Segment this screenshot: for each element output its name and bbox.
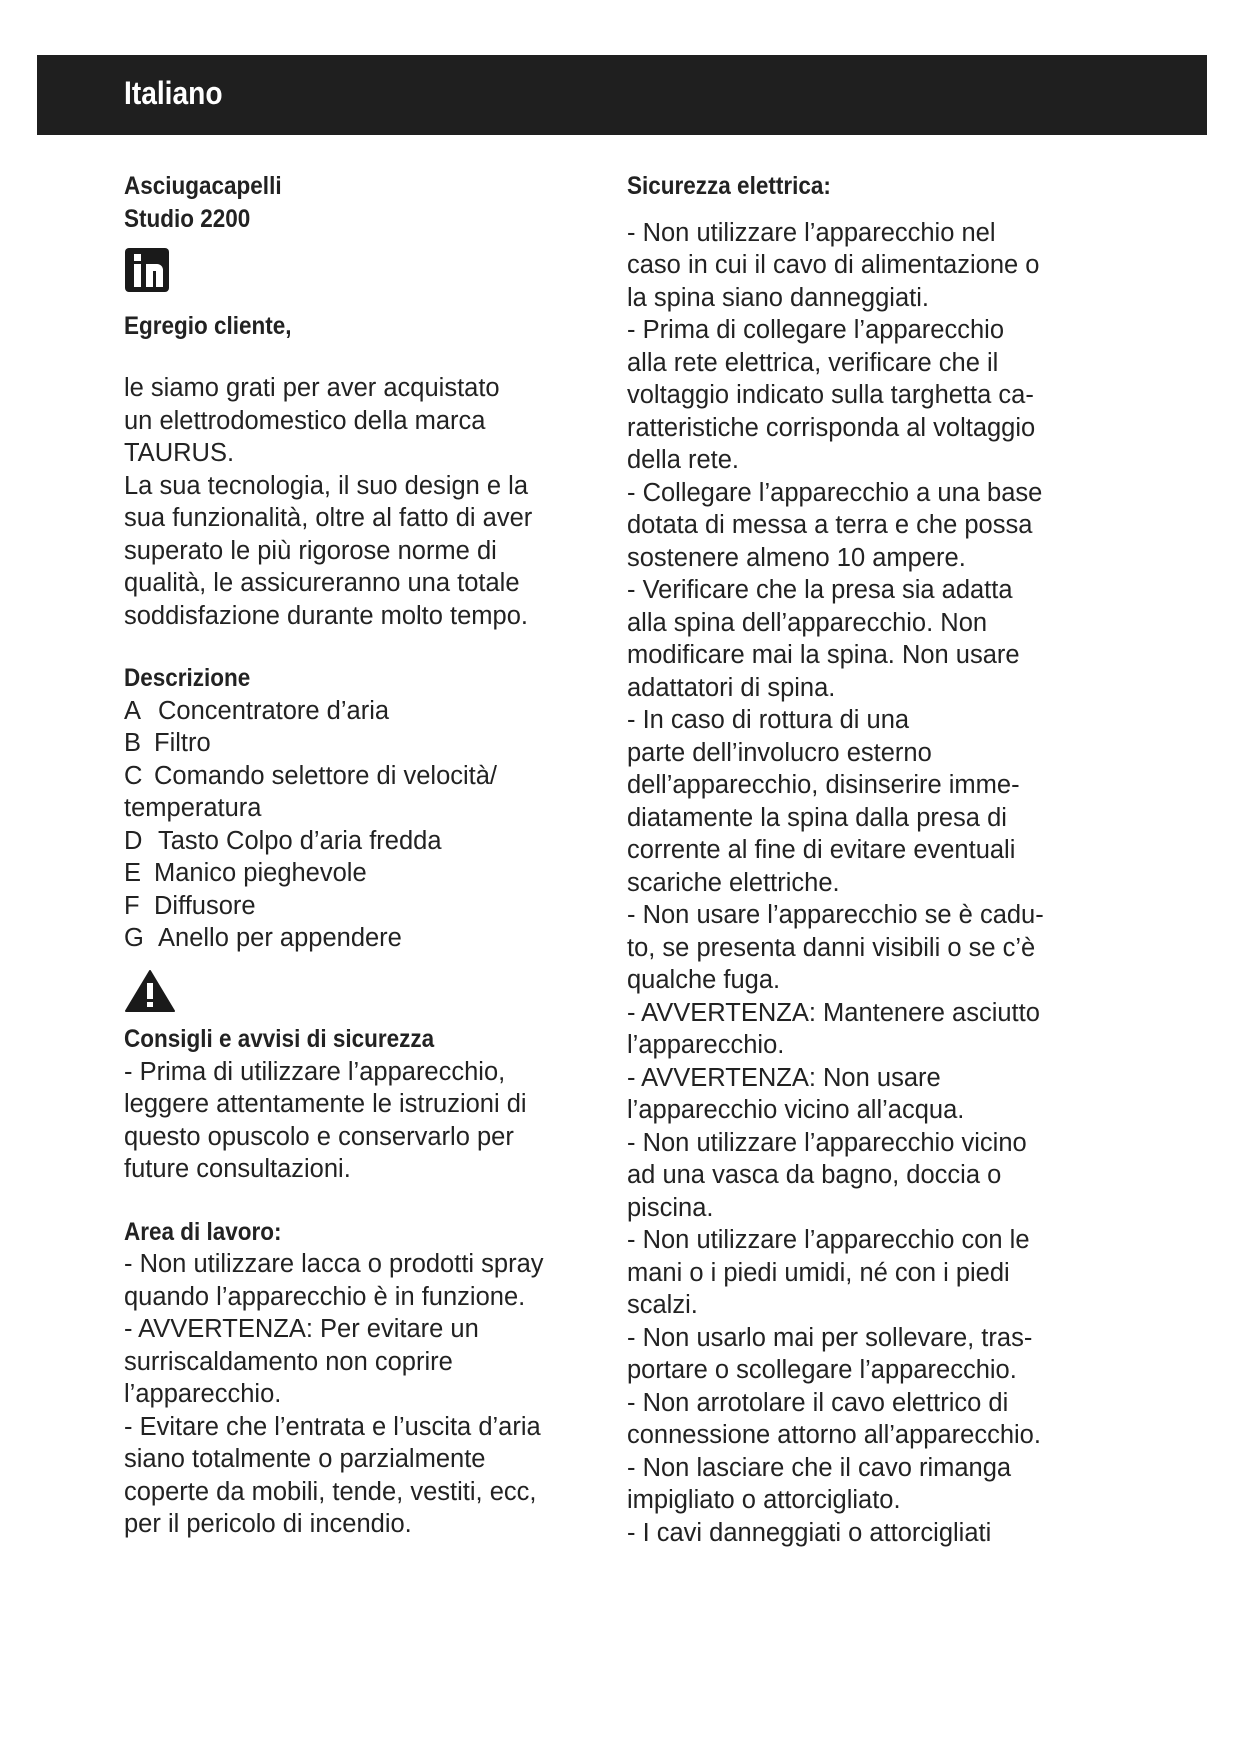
electrical-line: - Non lasciare che il cavo rimanga <box>627 1453 1012 1482</box>
electrical-line: - Verificare che la presa sia adatta <box>627 576 1013 604</box>
electrical-safety-paragraph <box>627 217 1087 1550</box>
work-area-heading: Area di lavoro: <box>124 1217 282 1246</box>
info-icon <box>124 247 599 302</box>
electrical-line: scalzi. <box>627 1291 698 1319</box>
electrical-line: diatamente la spina dalla presa di <box>627 803 1007 832</box>
work-area-line: - Evitare che l’entrata e l’uscita d’aria <box>124 1412 541 1441</box>
electrical-line: ratteristiche corrisponda al voltaggio <box>627 413 1036 442</box>
warning-icon <box>124 969 599 1022</box>
electrical-line: qualche fuga. <box>627 966 781 994</box>
electrical-line: - Non usarlo mai per sollevare, tras- <box>627 1323 1033 1352</box>
electrical-line: - Collegare l’apparecchio a una base <box>627 478 1043 507</box>
intro-paragraph <box>124 372 599 632</box>
description-item: D Tasto Colpo d’aria fredda <box>124 826 442 855</box>
electrical-line: caso in cui il cavo di alimentazione o <box>627 251 1040 279</box>
description-item: C Comando selettore di velocità/ <box>124 761 498 790</box>
greeting-heading: Egregio cliente, <box>124 311 292 340</box>
intro-line: soddisfazione durante molto tempo. <box>124 601 528 630</box>
description-item: temperatura <box>124 794 262 822</box>
electrical-line: voltaggio indicato sulla targhetta ca- <box>627 381 1034 409</box>
intro-line: TAURUS. <box>124 439 235 467</box>
work-area-line: coperte da mobili, tende, vestiti, ecc, <box>124 1477 537 1506</box>
electrical-line: piscina. <box>627 1193 714 1222</box>
electrical-line: dell’apparecchio, disinserire imme- <box>627 771 1020 799</box>
description-item: E Manico pieghevole <box>124 859 367 887</box>
electrical-line: alla spina dell’apparecchio. Non <box>627 608 988 637</box>
work-area-line: - Non utilizzare lacca o prodotti spray <box>124 1250 544 1278</box>
electrical-line: mani o i piedi umidi, né con i piedi <box>627 1258 1010 1287</box>
electrical-line: - I cavi danneggiati o attorcigliati <box>627 1518 992 1547</box>
intro-line: La sua tecnologia, il suo design e la <box>124 471 529 500</box>
electrical-line: - Non utilizzare l’apparecchio con le <box>627 1226 1030 1254</box>
language-title: Italiano <box>124 75 223 111</box>
safety-heading: Consigli e avvisi di sicurezza <box>124 1025 435 1053</box>
electrical-line: l’apparecchio. <box>627 1031 785 1059</box>
intro-line: qualità, le assicureranno una totale <box>124 569 520 597</box>
electrical-line: modificare mai la spina. Non usare <box>627 641 1020 669</box>
work-area-line: - AVVERTENZA: Per evitare un <box>124 1315 479 1343</box>
product-name-line2: Studio 2200 <box>124 204 251 233</box>
electrical-line: - Non utilizzare l’apparecchio nel <box>627 218 996 247</box>
electrical-line: - AVVERTENZA: Non usare <box>627 1063 941 1092</box>
work-area-line: surriscaldamento non coprire <box>124 1347 453 1376</box>
electrical-line: scariche elettriche. <box>627 868 840 897</box>
description-list <box>124 695 599 955</box>
electrical-line: - In caso di rottura di una <box>627 706 910 734</box>
work-area-line: l’apparecchio. <box>124 1380 282 1408</box>
electrical-safety-heading: Sicurezza elettrica: <box>627 172 831 200</box>
electrical-line: adattatori di spina. <box>627 673 836 702</box>
intro-line: sua funzionalità, oltre al fatto di aver <box>124 504 533 532</box>
electrical-line: corrente al fine di evitare eventuali <box>627 836 1016 864</box>
language-header-bar <box>37 55 1207 135</box>
electrical-line: portare o scollegare l’apparecchio. <box>627 1356 1017 1384</box>
right-column <box>627 170 1087 1549</box>
safety-paragraph <box>124 1056 599 1186</box>
left-column <box>124 170 599 1541</box>
safety-line: future consultazioni. <box>124 1155 351 1183</box>
work-area-paragraph <box>124 1248 599 1541</box>
electrical-line: la spina siano danneggiati. <box>627 283 929 312</box>
electrical-line: - Prima di collegare l’apparecchio <box>627 316 1005 344</box>
electrical-line: alla rete elettrica, verificare che il <box>627 348 999 377</box>
description-item: A Concentratore d’aria <box>124 696 390 725</box>
product-name-line1: Asciugacapelli <box>124 172 282 200</box>
work-area-line: siano totalmente o parzialmente <box>124 1445 486 1473</box>
safety-line: - Prima di utilizzare l’apparecchio, <box>124 1057 506 1086</box>
electrical-line: ad una vasca da bagno, doccia o <box>627 1161 1002 1189</box>
description-item: B Filtro <box>124 729 211 757</box>
electrical-line: l’apparecchio vicino all’acqua. <box>627 1096 965 1124</box>
safety-line: leggere attentamente le istruzioni di <box>124 1090 527 1118</box>
safety-line: questo opuscolo e conservarlo per <box>124 1122 514 1151</box>
work-area-line: quando l’apparecchio è in funzione. <box>124 1282 526 1311</box>
electrical-line: della rete. <box>627 446 739 474</box>
electrical-line: - Non usare l’apparecchio se è cadu- <box>627 901 1044 929</box>
electrical-line: parte dell’involucro esterno <box>627 738 932 767</box>
electrical-line: connessione attorno all’apparecchio. <box>627 1421 1041 1449</box>
intro-line: le siamo grati per aver acquistato <box>124 374 500 402</box>
electrical-line: sostenere almeno 10 ampere. <box>627 543 966 572</box>
intro-line: un elettrodomestico della marca <box>124 406 486 435</box>
electrical-line: impigliato o attorcigliato. <box>627 1486 901 1514</box>
electrical-line: to, se presenta danni visibili o se c’è <box>627 933 1036 962</box>
description-heading: Descrizione <box>124 664 251 692</box>
intro-line: superato le più rigorose norme di <box>124 536 497 565</box>
work-area-line: per il pericolo di incendio. <box>124 1510 412 1538</box>
electrical-line: - AVVERTENZA: Mantenere asciutto <box>627 998 1040 1027</box>
electrical-line: - Non arrotolare il cavo elettrico di <box>627 1388 1009 1417</box>
description-item: G Anello per appendere <box>124 924 402 952</box>
electrical-line: dotata di messa a terra e che possa <box>627 511 1033 539</box>
description-item: F Diffusore <box>124 891 256 920</box>
electrical-line: - Non utilizzare l’apparecchio vicino <box>627 1128 1027 1157</box>
